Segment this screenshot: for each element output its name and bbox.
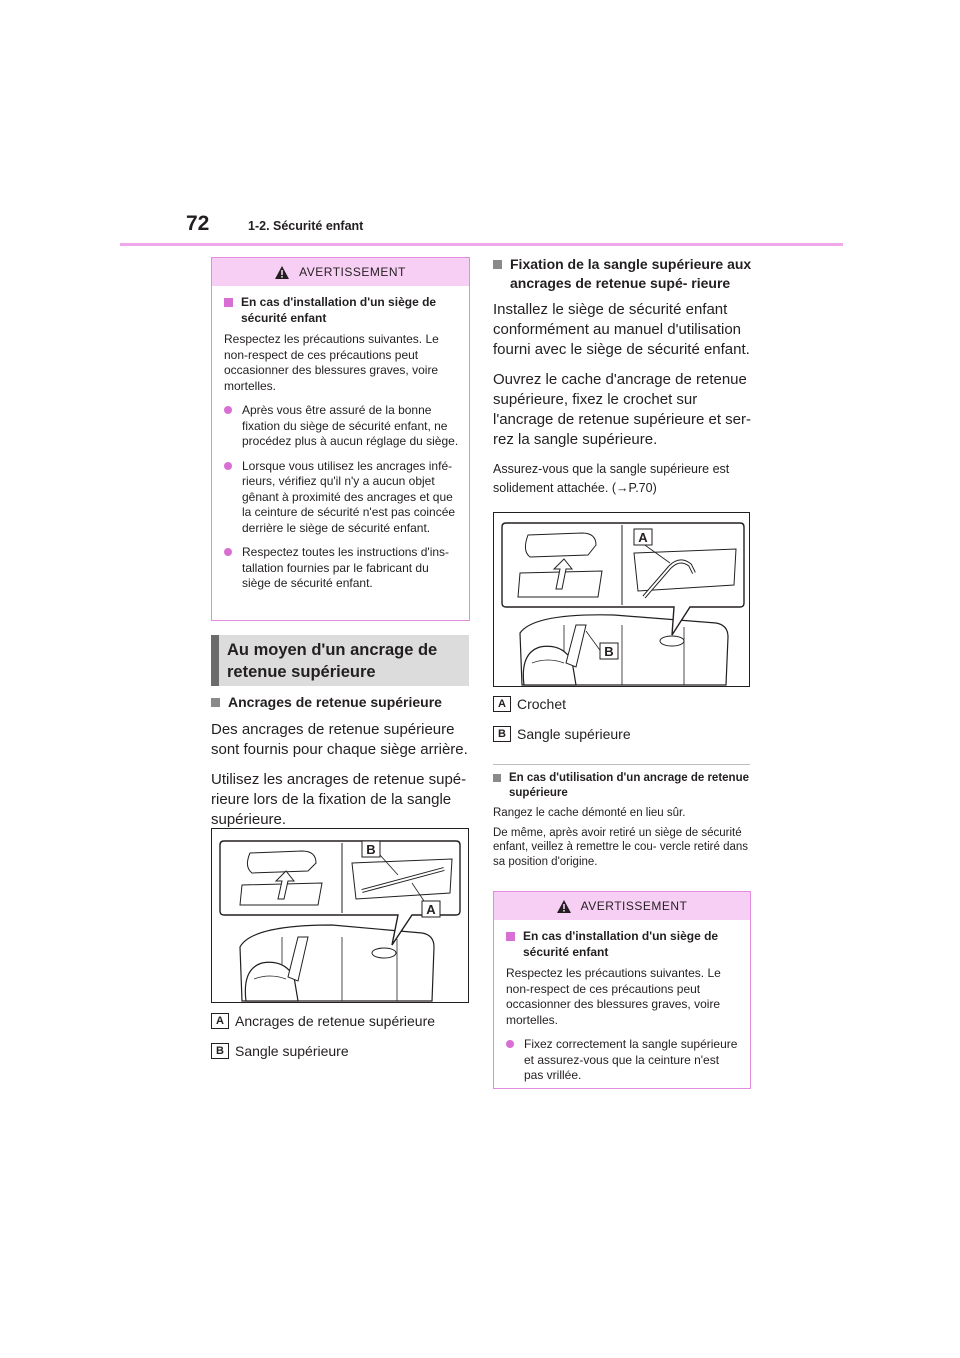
warning-box (493, 891, 751, 1089)
legend-item: A Ancrages de retenue supérieure (211, 1013, 435, 1029)
legend-key: B (211, 1043, 229, 1059)
square-bullet-icon (211, 698, 220, 707)
page-number: 72 (186, 212, 210, 235)
usage-paragraph: De même, après avoir retiré un siège de sécurité enfant, veillez à remettre le cou- vercle retiré dans sa position d'origine. (493, 826, 749, 868)
anchor-illustration (212, 829, 468, 1002)
figure-label-a: A (426, 902, 436, 917)
fixation-title: Fixation de la sangle supérieure aux ancrages de retenue supé- rieure (493, 255, 755, 293)
warning-box (211, 257, 470, 621)
figure-label-b: B (366, 842, 376, 857)
legend-key: B (493, 726, 511, 742)
warning-triangle-icon (275, 266, 289, 279)
warning-triangle-icon (557, 900, 571, 913)
warning-header (212, 258, 469, 286)
figure-label-b: B (604, 644, 614, 659)
warning-bullet: Après vous être assuré de la bonne fixation du siège de sécurité enfant, ne procédez plus à aucun réglage du siège. (224, 403, 459, 450)
figure-hook (493, 512, 750, 687)
square-bullet-icon (506, 932, 515, 941)
warning-intro: Respectez les précautions suivantes. Le non-respect de ces précautions peut occasionner des blessures graves, voire mortelles. (506, 966, 721, 1027)
bullet-dot-icon (224, 548, 232, 556)
warning-header (494, 892, 750, 920)
fixation-paragraph: Installez le siège de sécurité enfant conformément au manuel d'utilisation fourni avec le siège de sécurité enfant. (493, 301, 750, 358)
anchors-title: Ancrages de retenue supérieure (211, 693, 473, 712)
usage-paragraph: Rangez le cache démonté en lieu sûr. (493, 807, 686, 819)
warning-title: AVERTISSEMENT (580, 899, 688, 913)
warning-subtitle: En cas d'installation d'un siège de sécurité enfant (506, 929, 740, 960)
warning-bullet: Fixez correctement la sangle supérieure et assurez-vous que la ceinture n'est pas vrillée. (506, 1037, 740, 1084)
figure-anchor (211, 828, 469, 1003)
anchors-paragraph: Des ancrages de retenue supérieure sont fournis pour chaque siège arrière. (211, 721, 468, 758)
square-bullet-icon (224, 298, 233, 307)
hook-illustration (494, 513, 749, 686)
warning-subtitle: En cas d'installation d'un siège de sécurité enfant (224, 295, 459, 326)
square-bullet-icon (493, 774, 501, 782)
usage-title: En cas d'utilisation d'un ancrage de retenue supérieure (493, 771, 751, 800)
section-heading: Au moyen d'un ancrage de retenue supérieure (211, 635, 469, 686)
bullet-dot-icon (224, 406, 232, 414)
figure-label-a: A (638, 530, 648, 545)
legend-item: A Crochet (493, 696, 566, 712)
bullet-dot-icon (506, 1040, 514, 1048)
legend-item: B Sangle supérieure (211, 1043, 349, 1059)
legend-key: A (211, 1013, 229, 1029)
legend-item: B Sangle supérieure (493, 726, 631, 742)
section-title: 1-2. Sécurité enfant (248, 219, 364, 233)
warning-intro: Respectez les précautions suivantes. Le non-respect de ces précautions peut occasionner des blessures graves, voire mortelles. (224, 332, 439, 393)
header-rule (120, 243, 843, 246)
square-bullet-icon (493, 260, 502, 269)
legend-key: A (493, 696, 511, 712)
fixation-note: Assurez-vous que la sangle supérieure est solidement attachée. (→P.70) (493, 462, 730, 495)
warning-bullet: Lorsque vous utilisez les ancrages infé- rieurs, vérifiez qu'il n'y a aucun objet gênant à proximité des ancrages et que la ceinture de sécurité n'est pas coincée derrière le siège de sécurité enfant. (224, 459, 459, 537)
anchors-paragraph: Utilisez les ancrages de retenue supé- rieure lors de la fixation de la sangle supérieure. (211, 771, 467, 828)
separator (493, 764, 750, 765)
warning-title: AVERTISSEMENT (299, 265, 406, 279)
fixation-paragraph: Ouvrez le cache d'ancrage de retenue supérieure, fixez le crochet sur l'ancrage de retenue supérieure et ser- rez la sangle supérieure. (493, 371, 752, 448)
warning-bullet: Respectez toutes les instructions d'ins- tallation fournies par le fabricant du siège de sécurité enfant. (224, 545, 459, 592)
bullet-dot-icon (224, 462, 232, 470)
